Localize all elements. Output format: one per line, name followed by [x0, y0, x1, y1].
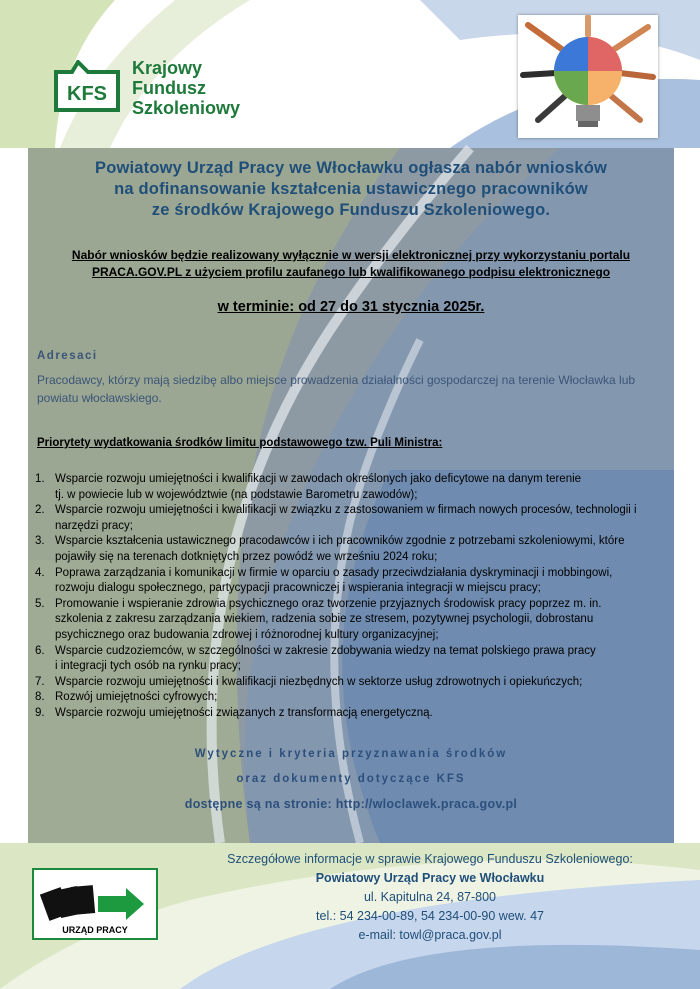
- item-line: Wsparcie rozwoju umiejętności i kwalifikacji w zawodach określonych jako deficytowe na danym terenie: [55, 473, 582, 485]
- item-line: pojawiły się na terenach dotkniętych przez powódź we wrześniu 2024 roku;: [55, 550, 438, 563]
- title-line: ze środków Krajowego Funduszu Szkoleniowego.: [151, 201, 551, 219]
- list-item: [35, 597, 671, 644]
- list-item: [35, 534, 671, 565]
- item-line: szkolenia z zakresu zarządzania wiekiem, radzenia sobie ze stresem, pozytywnej psychologii, dobrostanu: [55, 613, 594, 626]
- item-line: Poprawa zarządzania i komunikacji w firmie w oparciu o zasady przeciwdziałania dyskryminacji i mobbingowi,: [55, 566, 613, 579]
- list-item: [35, 675, 671, 691]
- logo-line: Krajowy: [132, 58, 203, 78]
- item-line: Wsparcie kształcenia ustawicznego pracodawców i ich pracowników zgodnie z potrzebami szkoleniowymi, które: [55, 535, 625, 548]
- item-number: 6.: [35, 644, 45, 657]
- title-line: Powiatowy Urząd Pracy we Włocławku ogłasza nabór wniosków: [94, 159, 608, 177]
- item-line: narzędzi pracy;: [55, 519, 133, 532]
- guidelines-line: oraz dokumenty dotyczące KFS: [236, 773, 466, 785]
- contact-email: e-mail: towl@praca.gov.pl: [358, 928, 502, 942]
- item-line: Wsparcie rozwoju umiejętności i kwalifikacji niezbędnych w sektorze usług zdrowotnych i opiekuńczych;: [55, 675, 583, 688]
- list-item: [35, 472, 671, 503]
- item-number: 3.: [35, 535, 45, 548]
- logo-line: Fundusz: [132, 78, 206, 98]
- adresaci-heading: Adresaci: [37, 350, 98, 362]
- contact-info: [190, 850, 670, 945]
- contact-office: Powiatowy Urząd Pracy we Włocławku: [315, 871, 545, 885]
- list-item: [35, 503, 671, 534]
- logo-line: Szkoleniowy: [132, 98, 241, 118]
- item-number: 8.: [35, 691, 45, 704]
- note-line: Nabór wniosków będzie realizowany wyłącznie w wersji elektronicznej przy wykorzystaniu portalu: [71, 248, 631, 262]
- item-line: psychicznego oraz budowania zdrowej i różnorodnej kultury organizacyjnej;: [55, 628, 439, 641]
- item-line: Rozwój umiejętności cyfrowych;: [55, 691, 218, 704]
- kfs-logo-text: [132, 58, 240, 118]
- adresaci-text: Pracodawcy, którzy mają siedzibę albo miejsce prowadzenia działalności gospodarczej na terenie Włocławka lub powiatu włocławskiego.: [37, 373, 636, 405]
- submission-term: w terminie: od 27 do 31 stycznia 2025r.: [217, 299, 485, 315]
- item-line: tj. w powiecie lub w województwie (na podstawie Barometru zawodów);: [55, 488, 418, 501]
- item-number: 1.: [35, 473, 45, 485]
- submission-note: [28, 247, 674, 281]
- list-item: [35, 644, 671, 675]
- kfs-logo-icon: [52, 60, 122, 114]
- item-number: 4.: [35, 566, 45, 579]
- item-number: 7.: [35, 675, 45, 688]
- item-line: rozwoju dialogu społecznego, partycypacji pracowniczej i wspierania integracji w miejscu pracy;: [55, 582, 541, 595]
- title-line: na dofinansowanie kształcenia ustawicznego pracowników: [114, 180, 588, 198]
- list-item: [35, 706, 671, 722]
- note-line: PRACA.GOV.PL z użyciem profilu zaufanego lub kwalifikowanego podpisu elektronicznego: [91, 265, 611, 279]
- guidelines-website: dostępne są na stronie: http://wloclawek.praca.gov.pl: [184, 797, 518, 811]
- priorities-heading: Priorytety wydatkowania środków limitu podstawowego tzw. Puli Ministra:: [37, 437, 443, 449]
- item-line: Wsparcie rozwoju umiejętności związanych z transformacją energetyczną.: [55, 706, 433, 719]
- contact-phone: tel.: 54 234-00-89, 54 234-00-90 wew. 47: [316, 909, 544, 923]
- item-line: Wsparcie cudzoziemców, w szczególności w zakresie zdobywania wiedzy na temat polskiego prawa pracy: [55, 644, 596, 657]
- contact-address: ul. Kapitulna 24, 87-800: [363, 890, 497, 904]
- item-line: i integracji tych osób na rynku pracy;: [55, 660, 242, 673]
- contact-intro: Szczegółowe informacje w sprawie Krajowego Funduszu Szkoleniowego:: [227, 852, 633, 866]
- priorities-list: [35, 472, 671, 722]
- puzzle-lightbulb-image: [518, 15, 658, 138]
- kfs-logo-abbr: KFS: [67, 83, 107, 105]
- page-title: [28, 158, 674, 221]
- item-line: Wsparcie rozwoju umiejętności i kwalifikacji w związku z zastosowaniem w firmach nowych procesów, technologii i: [55, 504, 637, 517]
- item-number: 2.: [35, 504, 45, 517]
- list-item: [35, 566, 671, 597]
- urzad-pracy-logo: [32, 868, 158, 940]
- item-line: Promowanie i wspieranie zdrowia psychicznego oraz tworzenie przyjaznych środowisk pracy poprzez m. in.: [55, 597, 602, 610]
- urzad-pracy-label: URZĄD PRACY: [62, 925, 128, 935]
- guidelines-line: Wytyczne i kryteria przyznawania środków: [194, 748, 508, 760]
- item-number: 5.: [35, 597, 45, 610]
- item-number: 9.: [35, 706, 45, 719]
- list-item: [35, 690, 671, 706]
